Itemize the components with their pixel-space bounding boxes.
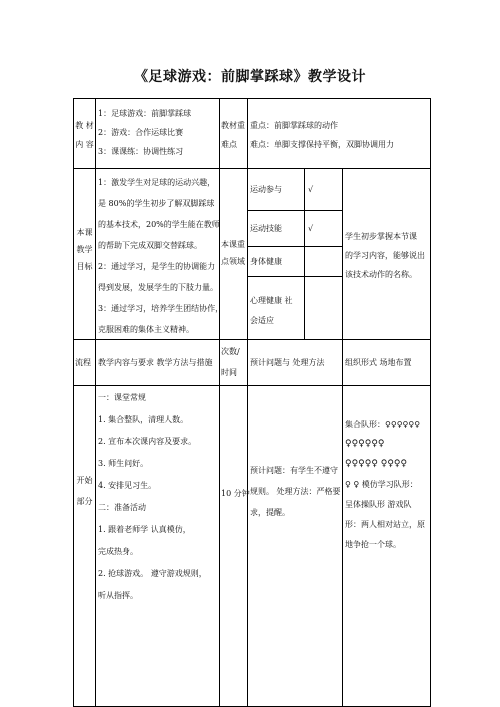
document-title: 《足球游戏：前脚掌踩球》教学设计 bbox=[134, 69, 366, 85]
start-expected: 预计问题：有学生不遵守 规则。 处理方法：严格要 求，提醒。 bbox=[250, 466, 341, 517]
key-difficulty-label: 教材重 难点 bbox=[221, 121, 245, 149]
domain-check: √ bbox=[308, 185, 314, 194]
content-line: 二：准备活动 bbox=[98, 503, 146, 512]
material-item: 1：足球游戏：前脚掌踩球 bbox=[98, 109, 192, 118]
header-content: 教学内容与要求 教学方法与措施 bbox=[98, 358, 213, 367]
start-time: 10 分钟 bbox=[221, 489, 250, 498]
goal-line: 的帮助下完成双脚交替踩球。 bbox=[98, 241, 202, 250]
goal-line: 克服困难的集体主义精神。 bbox=[98, 325, 194, 334]
content-line: 1. 集合整队，清理人数。 bbox=[98, 415, 189, 424]
goal-line: 2：通过学习，是学生的协调能力 bbox=[98, 262, 216, 271]
org-line: 形：两人相对站立，原 bbox=[345, 520, 425, 529]
org-line: ♀♀♀♀♀♀ bbox=[345, 439, 385, 449]
org-line: ♀ ♀ 模仿学习队形： bbox=[345, 480, 418, 489]
content-line: 2. 宣布本次课内容及要求。 bbox=[98, 437, 197, 446]
org-line: ♀♀♀♀♀ ♀♀♀♀ bbox=[345, 459, 408, 469]
goal-summary: 学生初步掌握本节课 的学习内容，能够说出 该技术动作的名称。 bbox=[345, 232, 425, 279]
key-point: 重点：前脚掌踩球的动作 bbox=[250, 121, 338, 130]
content-line: 完成热身。 bbox=[98, 547, 138, 556]
difficulty: 难点：单脚支撑保持平衡，双脚协调用力 bbox=[250, 140, 394, 149]
goals-list bbox=[98, 176, 223, 336]
key-difficulty-text bbox=[250, 119, 394, 151]
materials-list bbox=[98, 107, 191, 158]
goal-line: 是 80%的学生初步了解双脚踩球 bbox=[98, 199, 215, 208]
header-expected: 预计问题与 处理方法 bbox=[250, 358, 325, 367]
domain-check: √ bbox=[308, 224, 314, 233]
material-item: 2：游戏：合作运球比赛 bbox=[98, 128, 184, 137]
org-line: 集合队形：♀♀♀♀♀♀ bbox=[345, 420, 421, 429]
domain-name: 运动技能 bbox=[250, 224, 282, 233]
org-line: 地争抢一个球。 bbox=[345, 540, 401, 549]
start-organization bbox=[345, 418, 425, 551]
content-line: 1. 跟着老师学 认真模仿， bbox=[98, 525, 191, 534]
materials-label: 教 材 内 容 bbox=[75, 121, 94, 149]
content-line: 一：课堂常规 bbox=[98, 393, 146, 402]
domain-name: 身体健康 bbox=[250, 257, 282, 266]
goal-line: 3：通过学习，培养学生团结协作， bbox=[98, 304, 224, 313]
content-line: 2. 抢球游戏。 遵守游戏规则， bbox=[98, 569, 207, 578]
goals-label: 本课 教学 目标 bbox=[76, 228, 93, 271]
goal-line: 1：激发学生对足球的运动兴趣， bbox=[98, 178, 216, 187]
start-content bbox=[98, 391, 207, 602]
domain-name: 运动参与 bbox=[250, 185, 282, 194]
start-section-label: 开始 部分 bbox=[76, 476, 93, 506]
content-line: 听从指挥。 bbox=[98, 591, 138, 600]
header-flow: 流程 bbox=[75, 358, 91, 367]
org-line: 呈体操队形 游戏队 bbox=[345, 500, 412, 509]
content-line: 3. 师生问好。 bbox=[98, 459, 149, 468]
domain-name: 心理健康 社 会适应 bbox=[250, 296, 293, 325]
content-line: 4. 安排见习生。 bbox=[98, 481, 157, 490]
header-org: 组织形式 场地布置 bbox=[345, 358, 412, 367]
goal-line: 的基本技术，20%的学生能在教师 bbox=[98, 220, 220, 229]
goal-line: 得到发展，发展学生的下肢力量。 bbox=[98, 283, 218, 292]
header-time: 次数/ 时间 bbox=[221, 347, 240, 377]
material-item: 3：课课练：协调性练习 bbox=[98, 147, 184, 156]
domain-label: 本课重 点领域 bbox=[221, 240, 245, 266]
